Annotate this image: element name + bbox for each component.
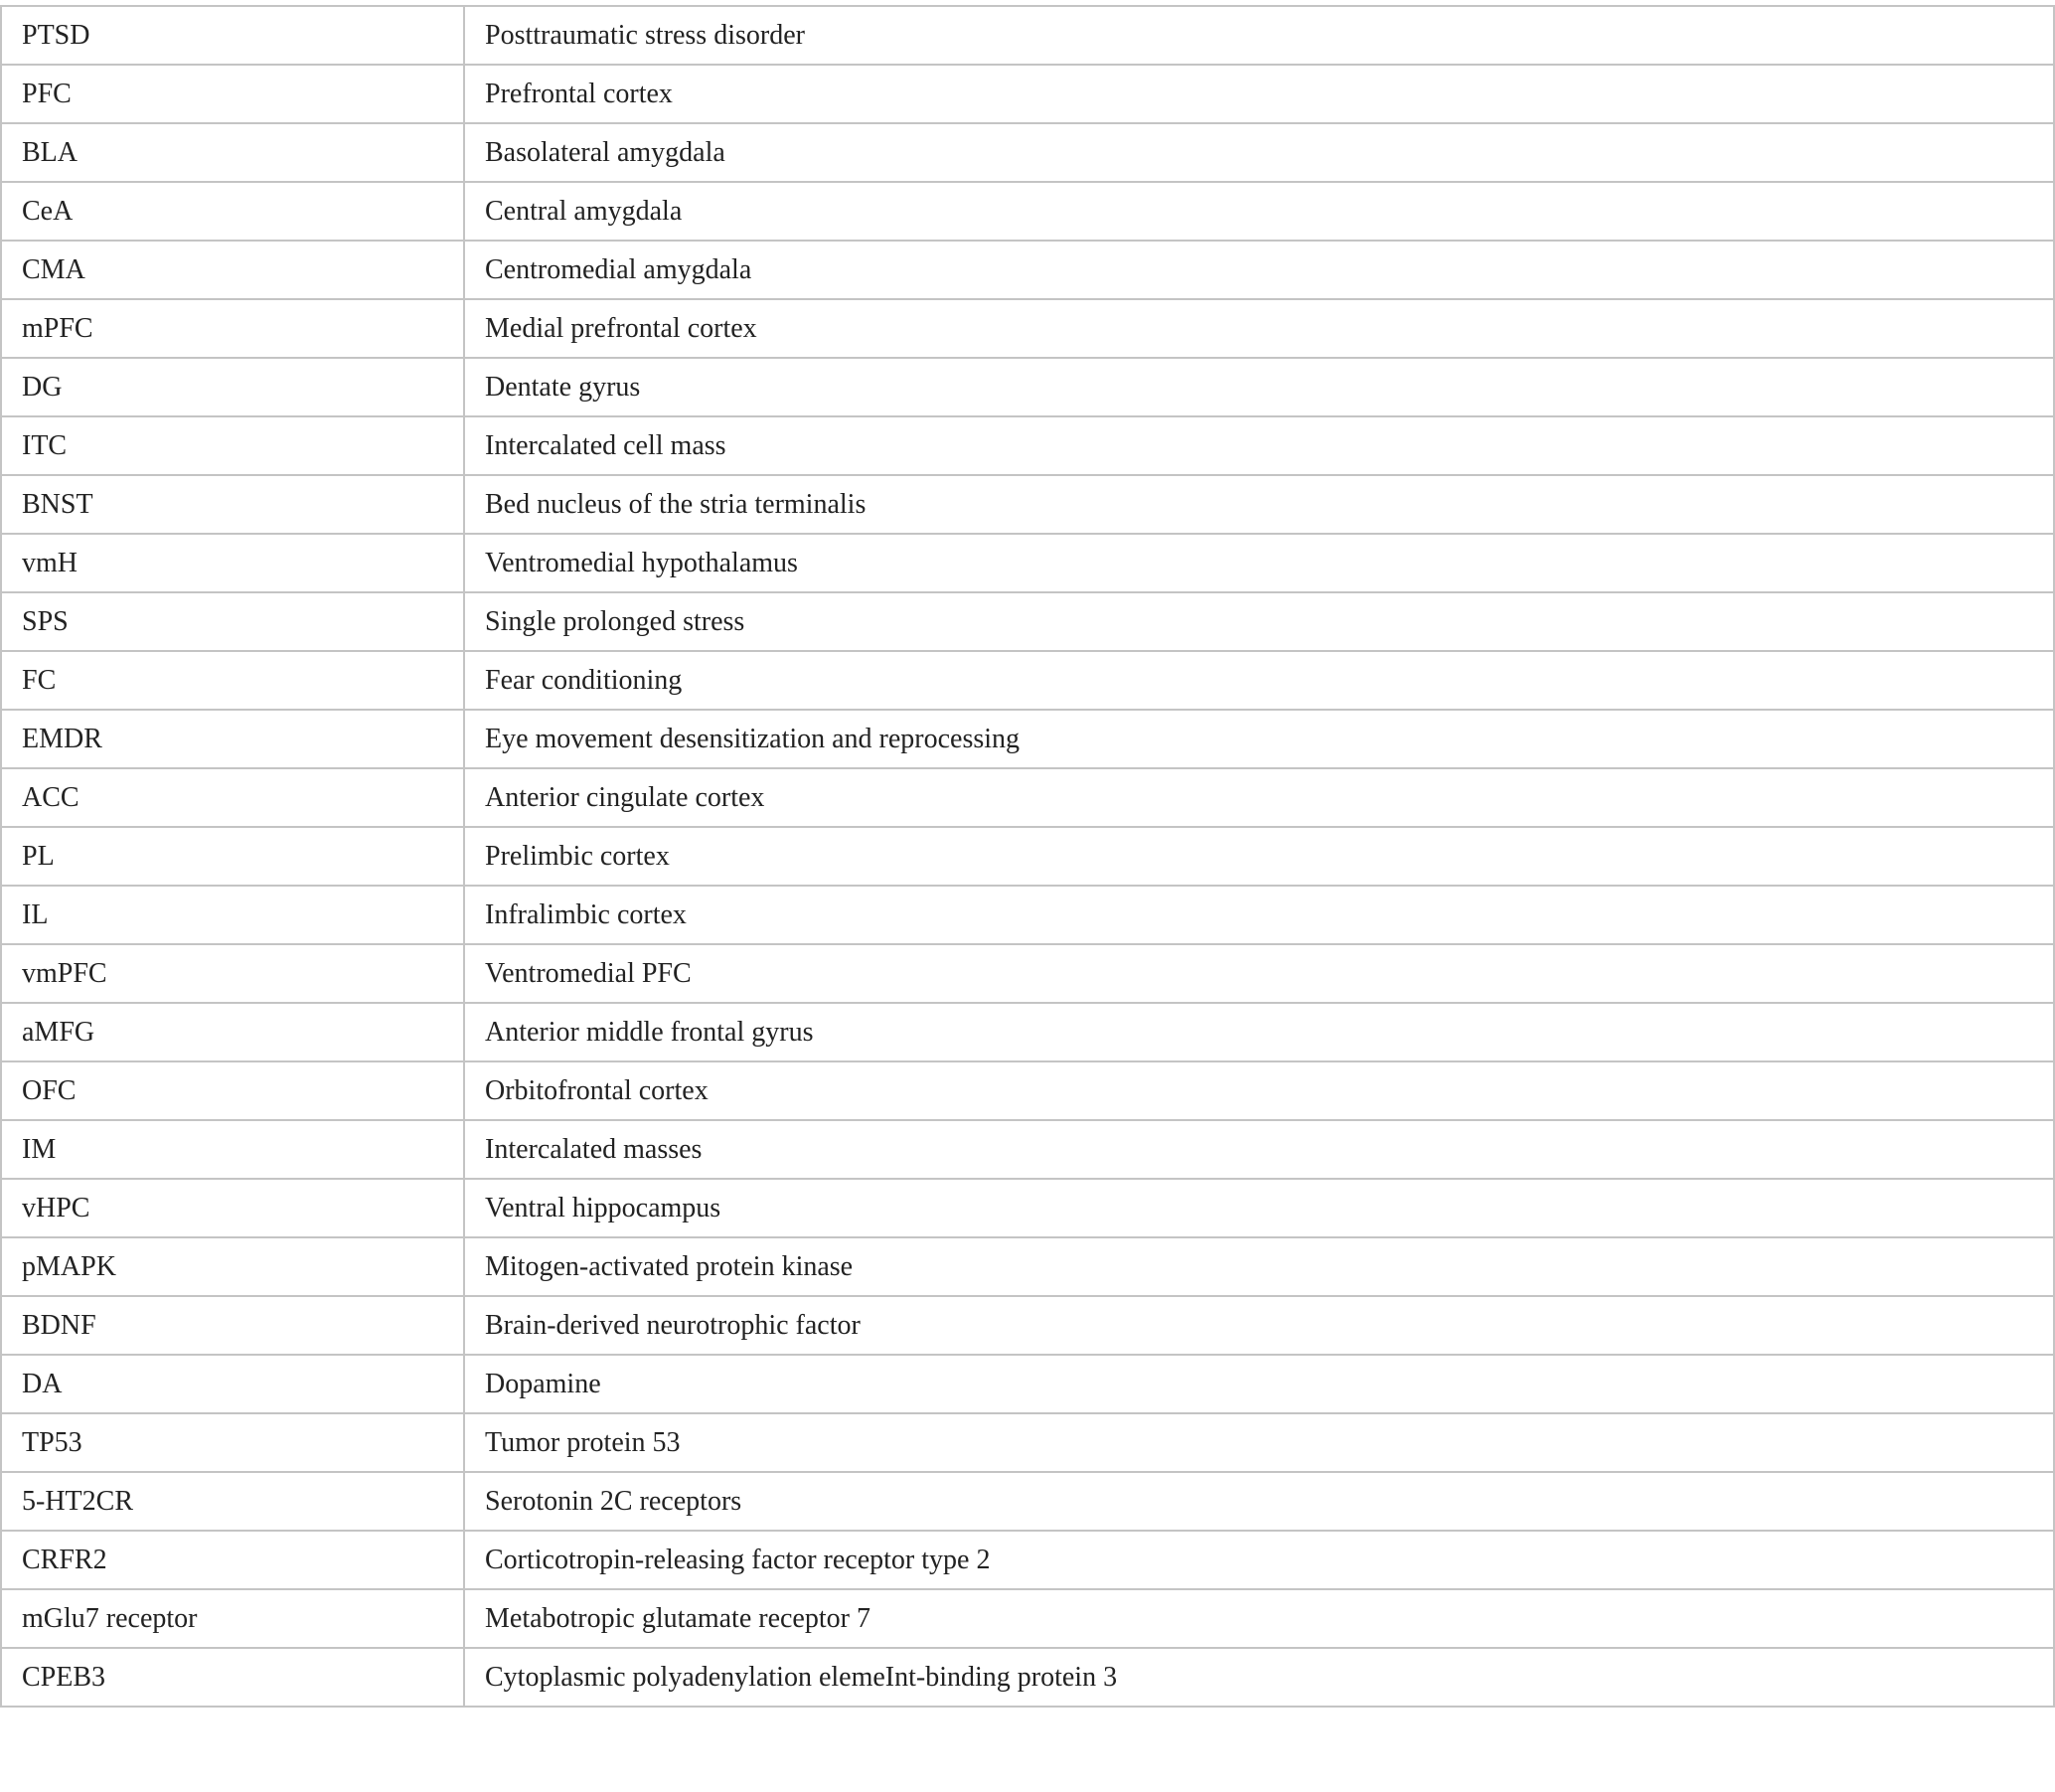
definition-cell: Basolateral amygdala bbox=[464, 123, 2054, 182]
abbreviation-cell: ACC bbox=[1, 768, 464, 827]
table-row bbox=[1, 1472, 2054, 1531]
abbreviation-cell: OFC bbox=[1, 1061, 464, 1120]
abbreviation-cell: mPFC bbox=[1, 299, 464, 358]
abbreviation-cell: mGlu7 receptor bbox=[1, 1589, 464, 1648]
abbreviation-cell: CeA bbox=[1, 182, 464, 241]
definition-cell: Dentate gyrus bbox=[464, 358, 2054, 416]
abbreviation-cell: aMFG bbox=[1, 1003, 464, 1061]
definition-cell: Intercalated cell mass bbox=[464, 416, 2054, 475]
definition-cell: Eye movement desensitization and reprocessing bbox=[464, 710, 2054, 768]
table-row bbox=[1, 6, 2054, 65]
table-row bbox=[1, 416, 2054, 475]
definition-cell: Mitogen-activated protein kinase bbox=[464, 1237, 2054, 1296]
definition-cell: Metabotropic glutamate receptor 7 bbox=[464, 1589, 2054, 1648]
table-row bbox=[1, 475, 2054, 534]
definition-cell: Anterior middle frontal gyrus bbox=[464, 1003, 2054, 1061]
table-row bbox=[1, 710, 2054, 768]
abbreviation-cell: pMAPK bbox=[1, 1237, 464, 1296]
definition-cell: Cytoplasmic polyadenylation elemeInt-binding protein 3 bbox=[464, 1648, 2054, 1707]
definition-cell: Corticotropin-releasing factor receptor type 2 bbox=[464, 1531, 2054, 1589]
abbreviation-cell: SPS bbox=[1, 592, 464, 651]
abbreviation-cell: CRFR2 bbox=[1, 1531, 464, 1589]
abbreviations-table-body bbox=[1, 6, 2054, 1707]
definition-cell: Intercalated masses bbox=[464, 1120, 2054, 1179]
table-row bbox=[1, 827, 2054, 886]
abbreviation-cell: PFC bbox=[1, 65, 464, 123]
table-row bbox=[1, 1531, 2054, 1589]
abbreviations-table-container bbox=[0, 5, 2053, 1708]
table-row bbox=[1, 1237, 2054, 1296]
definition-cell: Anterior cingulate cortex bbox=[464, 768, 2054, 827]
abbreviation-cell: DG bbox=[1, 358, 464, 416]
abbreviation-cell: BLA bbox=[1, 123, 464, 182]
table-row bbox=[1, 65, 2054, 123]
definition-cell: Ventral hippocampus bbox=[464, 1179, 2054, 1237]
definition-cell: Orbitofrontal cortex bbox=[464, 1061, 2054, 1120]
definition-cell: Central amygdala bbox=[464, 182, 2054, 241]
abbreviation-cell: 5-HT2CR bbox=[1, 1472, 464, 1531]
definition-cell: Single prolonged stress bbox=[464, 592, 2054, 651]
abbreviation-cell: IM bbox=[1, 1120, 464, 1179]
definition-cell: Fear conditioning bbox=[464, 651, 2054, 710]
table-row bbox=[1, 1179, 2054, 1237]
abbreviation-cell: BNST bbox=[1, 475, 464, 534]
table-row bbox=[1, 1413, 2054, 1472]
table-row bbox=[1, 1003, 2054, 1061]
table-row bbox=[1, 592, 2054, 651]
table-row bbox=[1, 1589, 2054, 1648]
table-row bbox=[1, 651, 2054, 710]
table-row bbox=[1, 944, 2054, 1003]
definition-cell: Dopamine bbox=[464, 1355, 2054, 1413]
definition-cell: Infralimbic cortex bbox=[464, 886, 2054, 944]
table-row bbox=[1, 182, 2054, 241]
abbreviation-cell: CPEB3 bbox=[1, 1648, 464, 1707]
table-row bbox=[1, 123, 2054, 182]
table-row bbox=[1, 886, 2054, 944]
abbreviation-cell: EMDR bbox=[1, 710, 464, 768]
abbreviation-cell: PTSD bbox=[1, 6, 464, 65]
table-row bbox=[1, 1061, 2054, 1120]
definition-cell: Posttraumatic stress disorder bbox=[464, 6, 2054, 65]
abbreviation-cell: DA bbox=[1, 1355, 464, 1413]
table-row bbox=[1, 299, 2054, 358]
definition-cell: Tumor protein 53 bbox=[464, 1413, 2054, 1472]
abbreviation-cell: vmH bbox=[1, 534, 464, 592]
table-row bbox=[1, 768, 2054, 827]
table-row bbox=[1, 1355, 2054, 1413]
definition-cell: Centromedial amygdala bbox=[464, 241, 2054, 299]
definition-cell: Bed nucleus of the stria terminalis bbox=[464, 475, 2054, 534]
definition-cell: Prefrontal cortex bbox=[464, 65, 2054, 123]
definition-cell: Serotonin 2C receptors bbox=[464, 1472, 2054, 1531]
abbreviation-cell: BDNF bbox=[1, 1296, 464, 1355]
abbreviation-cell: IL bbox=[1, 886, 464, 944]
table-row bbox=[1, 1296, 2054, 1355]
abbreviation-cell: PL bbox=[1, 827, 464, 886]
abbreviation-cell: FC bbox=[1, 651, 464, 710]
table-row bbox=[1, 534, 2054, 592]
abbreviations-table bbox=[0, 5, 2055, 1708]
table-row bbox=[1, 241, 2054, 299]
definition-cell: Medial prefrontal cortex bbox=[464, 299, 2054, 358]
definition-cell: Brain-derived neurotrophic factor bbox=[464, 1296, 2054, 1355]
abbreviation-cell: TP53 bbox=[1, 1413, 464, 1472]
definition-cell: Ventromedial PFC bbox=[464, 944, 2054, 1003]
table-row bbox=[1, 358, 2054, 416]
table-row bbox=[1, 1648, 2054, 1707]
table-row bbox=[1, 1120, 2054, 1179]
abbreviation-cell: vHPC bbox=[1, 1179, 464, 1237]
abbreviation-cell: vmPFC bbox=[1, 944, 464, 1003]
abbreviation-cell: CMA bbox=[1, 241, 464, 299]
definition-cell: Prelimbic cortex bbox=[464, 827, 2054, 886]
abbreviation-cell: ITC bbox=[1, 416, 464, 475]
definition-cell: Ventromedial hypothalamus bbox=[464, 534, 2054, 592]
